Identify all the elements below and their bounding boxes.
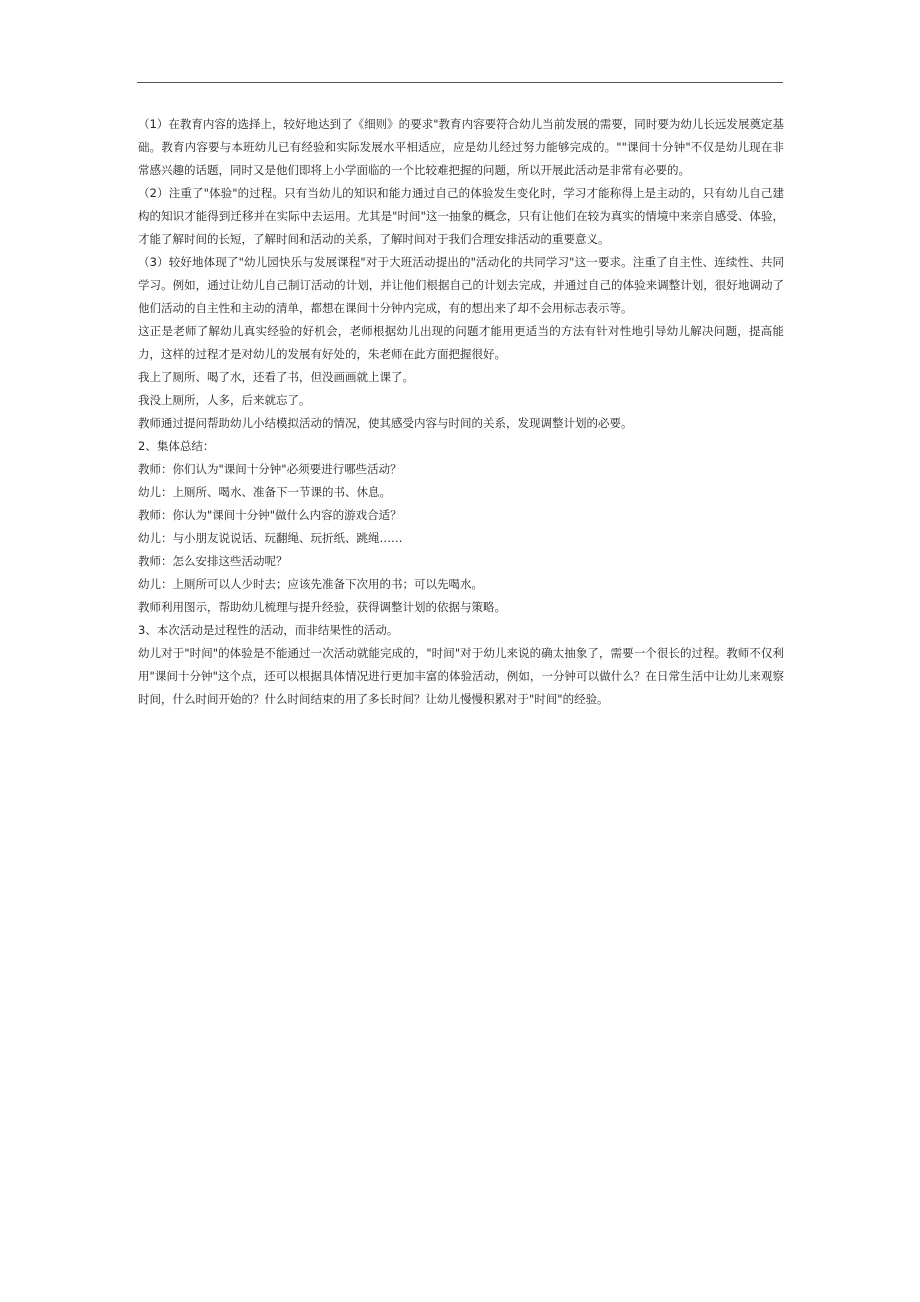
- dialogue-line: 幼儿：上厕所、喝水、准备下一节课的书、休息。: [138, 485, 391, 499]
- dialogue-line: 教师：你们认为"课间十分钟"必须要进行哪些活动？: [138, 462, 402, 476]
- paragraph-teacher-method: 教师利用图示，帮助幼儿梳理与提升经验，获得调整计划的依据与策略。: [138, 600, 506, 614]
- paragraph-conclusion: 幼儿对于"时间"的体验是不能通过一次活动就能完成的，"时间"对于幼儿来说的确太抽象了，需要一个很长的过程。教师不仅利用"课间十分钟"这个点，还可以根据具体情况进行更加丰富的体验活动，例如，一分钟可以做什么？在日常生活中让幼儿来观察时间，什么时间开始的？什么时间结束的用了多长时间？让幼儿慢慢积累对于"时间"的经验。: [138, 646, 784, 706]
- dialogue-line: 教师：你认为"课间十分钟"做什么内容的游戏合适？: [138, 508, 402, 522]
- paragraph-child-quote-1: 我上了厕所、喝了水，还看了书，但没画画就上课了。: [138, 370, 414, 384]
- dialogue-line: 幼儿：与小朋友说说话、玩翻绳、玩折纸、跳绳……: [138, 531, 403, 545]
- paragraph-teacher-summary: 教师通过提问帮助幼儿小结模拟活动的情况，使其感受内容与时间的关系，发现调整计划的必要。: [138, 416, 633, 430]
- section-heading-3: 3、本次活动是过程性的活动，而非结果性的活动。: [138, 623, 399, 637]
- paragraph-point-2: （2）注重了"体验"的过程。只有当幼儿的知识和能力通过自己的体验发生变化时，学习才能称得上是主动的，只有幼儿自己建构的知识才能得到迁移并在实际中去运用。尤其是"时间"这一抽象的概念，只有让他们在较为真实的情境中来亲自感受、体验，才能了解时间的长短，了解时间和活动的关系，了解时间对于我们合理安排活动的重要意义。: [138, 186, 784, 246]
- section-heading-2: 2、集体总结：: [138, 439, 215, 453]
- paragraph-observation: 这正是老师了解幼儿真实经验的好机会，老师根据幼儿出现的问题才能用更适当的方法有针对性地引导幼儿解决问题，提高能力，这样的过程才是对幼儿的发展有好处的，朱老师在此方面把握很好。: [138, 324, 784, 361]
- dialogue-line: 幼儿：上厕所可以人少时去；应该先准备下次用的书；可以先喝水。: [138, 577, 483, 591]
- document-body: [138, 113, 784, 711]
- paragraph-child-quote-2: 我没上厕所，人多，后来就忘了。: [138, 393, 311, 407]
- dialogue-line: 教师：怎么安排这些活动呢？: [138, 554, 288, 568]
- header-rule: [137, 82, 783, 83]
- paragraph-point-1: （1）在教育内容的选择上，较好地达到了《细则》的要求"教育内容要符合幼儿当前发展的需要，同时要为幼儿长远发展奠定基础。教育内容要与本班幼儿已有经验和实际发展水平相适应，应是幼儿经过努力能够完成的。""课间十分钟"不仅是幼儿现在非常感兴趣的话题，同时又是他们即将上小学面临的一个比较难把握的问题，所以开展此活动是非常有必要的。: [138, 117, 784, 177]
- paragraph-point-3: （3）较好地体现了"幼儿园快乐与发展课程"对于大班活动提出的"活动化的共同学习"这一要求。注重了自主性、连续性、共同学习。例如，通过让幼儿自己制订活动的计划，并让他们根据自己的计划去完成，并通过自己的体验来调整计划，很好地调动了他们活动的自主性和主动的清单，都想在课间十分钟内完成，有的想出来了却不会用标志表示等。: [138, 255, 784, 315]
